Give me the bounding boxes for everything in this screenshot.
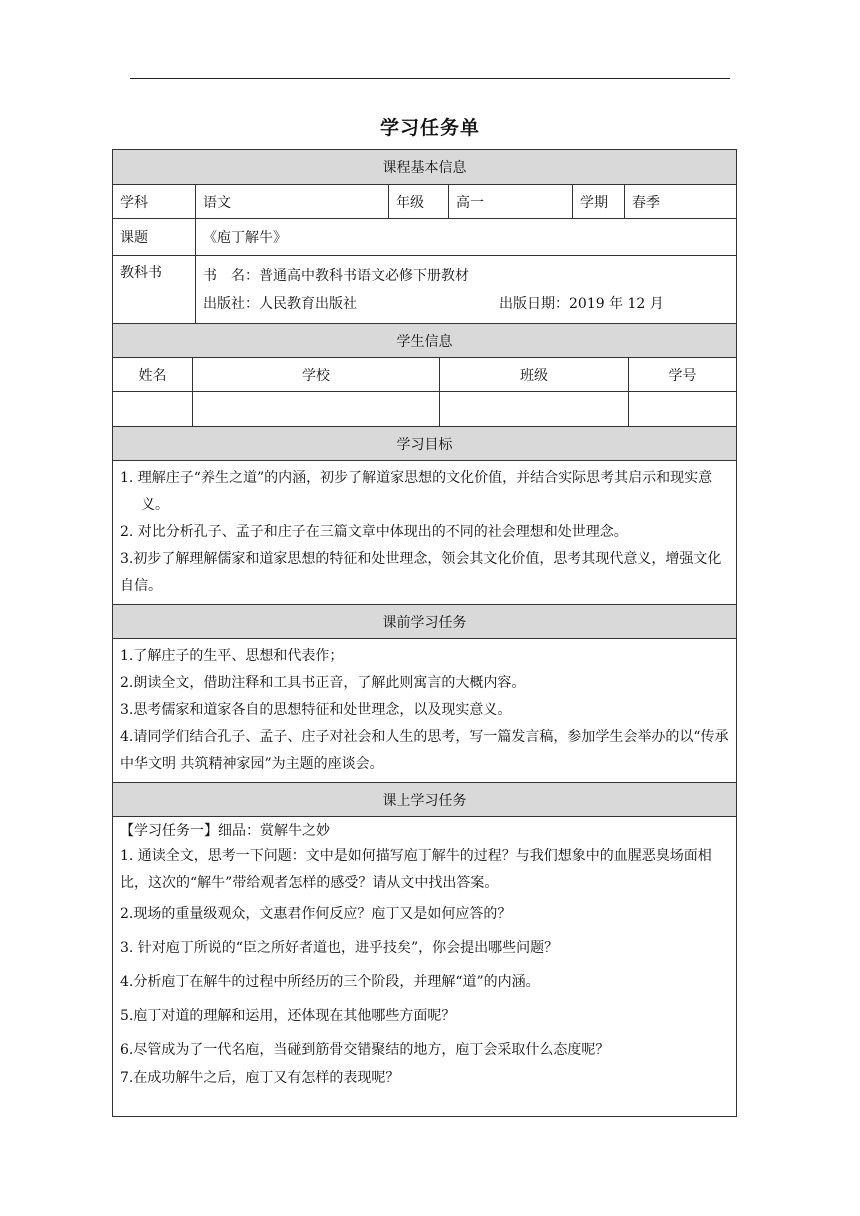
- publish-date: 出版日期：2019 年 12 月: [499, 295, 664, 312]
- section-header-label: 课程基本信息: [382, 160, 467, 176]
- header-rule: [130, 78, 730, 79]
- goal-item: 1. 理解庄子“养生之道”的内涵，初步了解道家思想的文化价值，并结合实际思考其启示和现实意义。: [120, 470, 713, 513]
- topic-value: 《庖丁解牛》: [203, 230, 287, 246]
- publisher: 出版社：人民教育出版社: [203, 295, 357, 312]
- book-name-value: 普通高中教科书语文必修下册教材: [259, 267, 469, 284]
- section-header-class-tasks: [113, 783, 736, 817]
- section-header-label: 课上学习任务: [382, 792, 467, 809]
- pre-tasks-block: [113, 639, 736, 783]
- grade-label: 年级: [389, 185, 449, 218]
- goal-item: 2. 对比分析孔子、孟子和庄子在三篇文章中体现出的不同的社会理想和处世理念。: [120, 524, 628, 540]
- textbook-label: 教科书: [113, 256, 196, 323]
- student-input-row: [113, 392, 736, 427]
- section-header-pre-tasks: [113, 605, 736, 639]
- task-title: 【学习任务一】细品：赏解牛之妙: [120, 823, 330, 839]
- section-header-student-info: [113, 324, 736, 358]
- section-header-label: 学生信息: [396, 333, 453, 350]
- column-header-name: 姓名: [113, 358, 193, 391]
- term-value: 春季: [632, 194, 660, 211]
- column-header-class: 班级: [440, 358, 629, 391]
- pre-tasks-list: [113, 639, 736, 782]
- class-task-item: 4.分析庖丁在解牛的过程中所经历的三个阶段，并理解“道”的内涵。: [120, 974, 540, 990]
- publisher-line: [203, 290, 729, 318]
- section-header-label: 学习目标: [396, 436, 453, 453]
- term-label: 学期: [573, 185, 625, 218]
- pre-task-item: 4.请同学们结合孔子、孟子、庄子对社会和人生的思考，写一篇发言稿，参加学生会举办的以“传承中华文明 共筑精神家园”为主题的座谈会。: [120, 729, 729, 772]
- book-name-label: 书 名：: [203, 267, 259, 284]
- name-field[interactable]: [113, 392, 193, 426]
- subject-label: 学科: [113, 185, 196, 218]
- goals-list: [113, 461, 736, 604]
- page-title: 学习任务单: [379, 117, 480, 139]
- task-sheet-table: [112, 149, 737, 1117]
- grade-value: 高一: [449, 185, 573, 218]
- class-task-item: 7.在成功解牛之后，庖丁又有怎样的表现呢？: [120, 1070, 400, 1086]
- goals-block: [113, 461, 736, 605]
- topic-label: 课题: [113, 219, 196, 255]
- class-task-item: 1. 通读全文，思考一下问题：文中是如何描写庖丁解牛的过程？与我们想象中的血腥恶臭场面相比，这次的“解牛”带给观者怎样的感受？请从文中找出答案。: [120, 848, 712, 891]
- textbook-info: [196, 256, 736, 323]
- school-field[interactable]: [193, 392, 440, 426]
- pre-task-item: 1.了解庄子的生平、思想和代表作；: [120, 648, 344, 664]
- book-name-line: [203, 262, 729, 290]
- student-id-field[interactable]: [629, 392, 736, 426]
- class-task-item: 6.尽管成为了一代名庖，当碰到筋骨交错聚结的地方，庖丁会采取什么态度呢？: [120, 1042, 610, 1058]
- section-header-label: 课前学习任务: [382, 614, 467, 631]
- column-header-school: 学校: [193, 358, 440, 391]
- section-header-goals: [113, 427, 736, 461]
- class-task-item: 3. 针对庖丁所说的“臣之所好者道也，进乎技矣”，你会提出哪些问题？: [120, 940, 559, 956]
- goal-item: 3.初步了解理解儒家和道家思想的特征和处世理念，领会其文化价值，思考其现代意义，增强文化自信。: [120, 551, 722, 594]
- topic-row: [113, 219, 736, 256]
- pre-task-item: 2.朗读全文，借助注释和工具书正音，了解此则寓言的大概内容。: [120, 675, 526, 691]
- class-task-item: 2.现场的重量级观众，文惠君作何反应？庖丁又是如何应答的？: [120, 906, 512, 922]
- class-tasks-list: [113, 817, 736, 1116]
- section-header-basic-info: [113, 150, 736, 185]
- textbook-row: [113, 256, 736, 324]
- student-columns-row: [113, 358, 736, 392]
- column-header-student-id: 学号: [668, 367, 697, 384]
- class-field[interactable]: [440, 392, 629, 426]
- class-task-item: 5.庖丁对道的理解和运用，还体现在其他哪些方面呢？: [120, 1008, 456, 1024]
- subject-row: [113, 185, 736, 219]
- subject-value: 语文: [196, 185, 389, 218]
- class-tasks-block: [113, 817, 736, 1116]
- pre-task-item: 3.思考儒家和道家各自的思想特征和处世理念，以及现实意义。: [120, 702, 512, 718]
